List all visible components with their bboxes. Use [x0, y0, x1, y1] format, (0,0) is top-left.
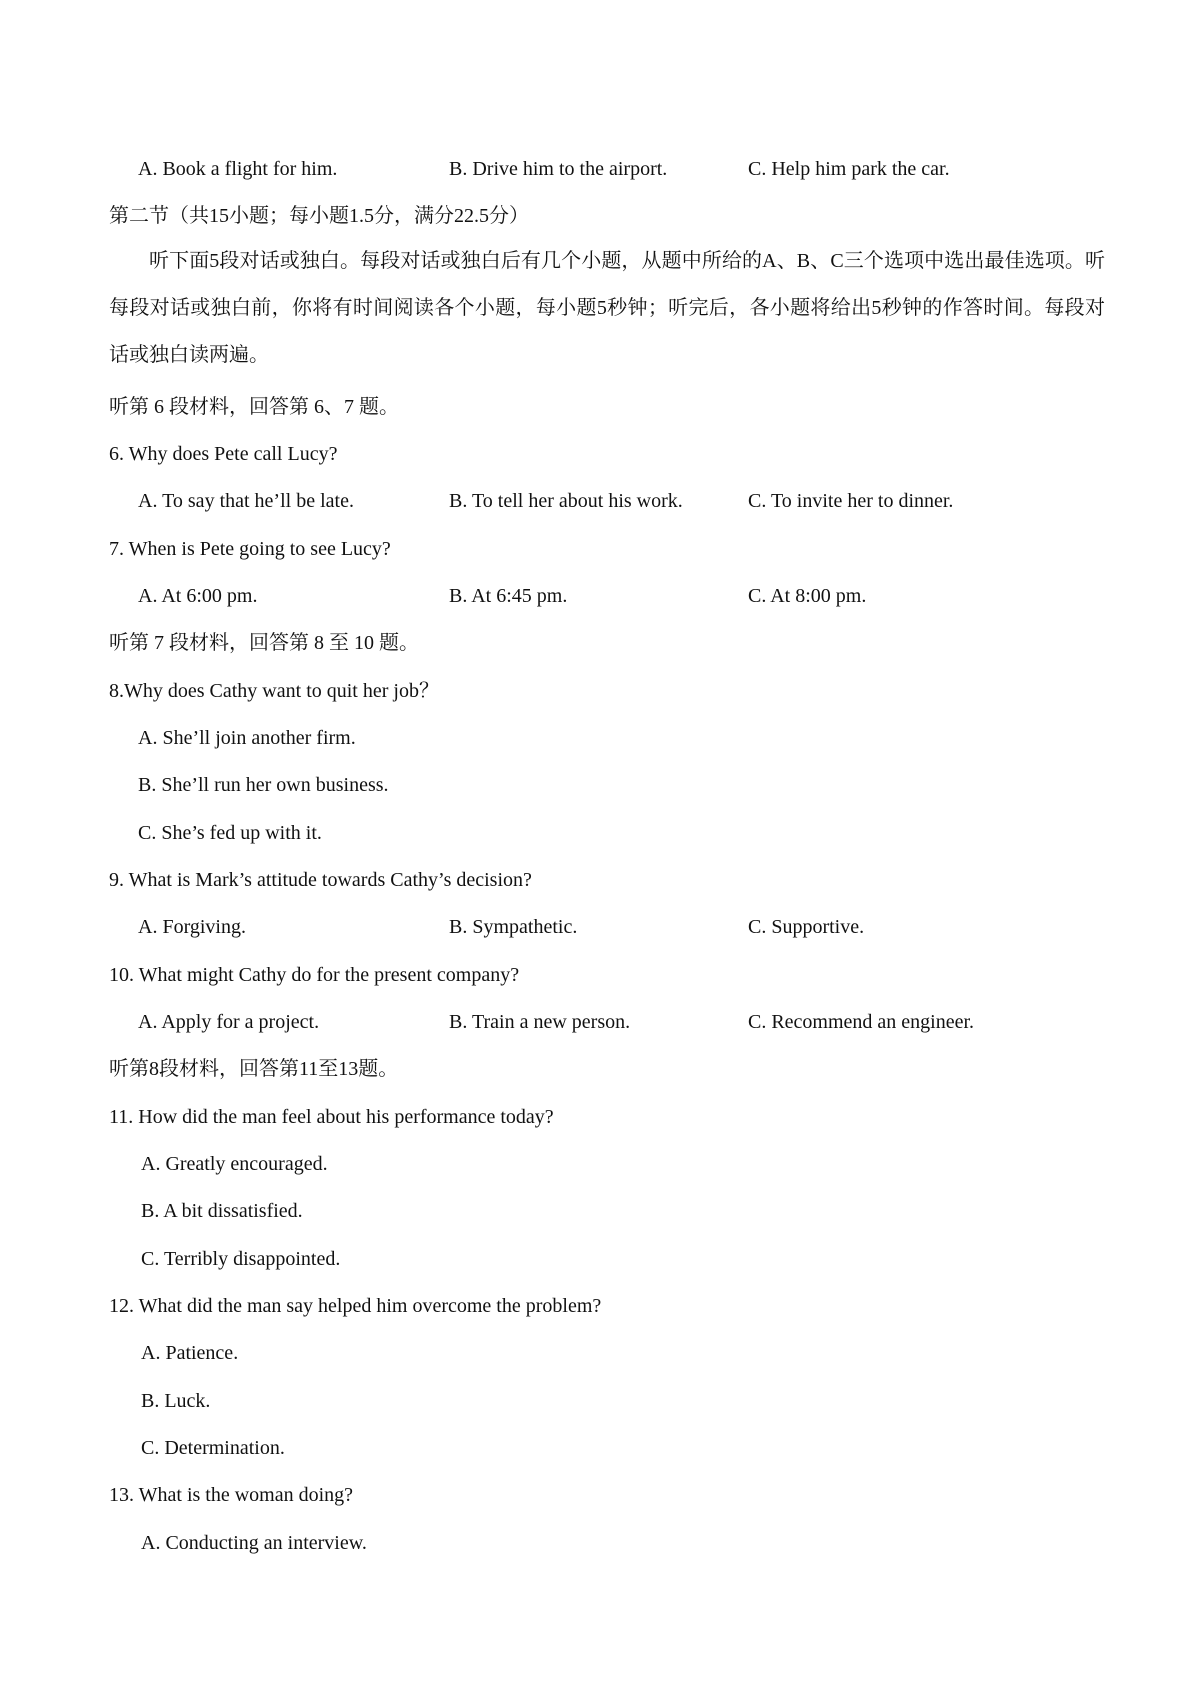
q8-option-b[interactable]: B. She’ll run her own business. [138, 774, 389, 796]
q8-option-c[interactable]: C. She’s fed up with it. [138, 822, 322, 844]
q12-option-b[interactable]: B. Luck. [141, 1390, 211, 1412]
q5-option-b[interactable]: B. Drive him to the airport. [449, 158, 668, 180]
question-8: 8.Why does Cathy want to quit her job？ [109, 680, 439, 702]
q10-option-b[interactable]: B. Train a new person. [449, 1011, 631, 1033]
question-7: 7. When is Pete going to see Lucy? [109, 538, 391, 560]
question-12: 12. What did the man say helped him overcome the problem? [109, 1295, 602, 1317]
section-title: 第二节（共15小题；每小题1.5分，满分22.5分） [109, 205, 529, 227]
q12-option-a[interactable]: A. Patience. [141, 1342, 239, 1364]
question-13: 13. What is the woman doing? [109, 1484, 354, 1506]
q6-option-b[interactable]: B. To tell her about his work. [449, 490, 683, 512]
q9-option-c[interactable]: C. Supportive. [748, 916, 865, 938]
q12-option-c[interactable]: C. Determination. [141, 1437, 285, 1459]
material-6-heading: 听第 6 段材料，回答第 6、7 题。 [109, 396, 399, 418]
q11-option-a[interactable]: A. Greatly encouraged. [141, 1153, 328, 1175]
q6-option-c[interactable]: C. To invite her to dinner. [748, 490, 954, 512]
question-6: 6. Why does Pete call Lucy? [109, 443, 338, 465]
q7-option-c[interactable]: C. At 8:00 pm. [748, 585, 867, 607]
q5-option-c[interactable]: C. Help him park the car. [748, 158, 950, 180]
q13-option-a[interactable]: A. Conducting an interview. [141, 1532, 367, 1554]
question-9: 9. What is Mark’s attitude towards Cathy’s decision? [109, 869, 532, 891]
question-10: 10. What might Cathy do for the present company? [109, 964, 520, 986]
q5-option-a[interactable]: A. Book a flight for him. [138, 158, 338, 180]
q7-option-a[interactable]: A. At 6:00 pm. [138, 585, 258, 607]
q10-option-c[interactable]: C. Recommend an engineer. [748, 1011, 975, 1033]
q9-option-a[interactable]: A. Forgiving. [138, 916, 246, 938]
q11-option-b[interactable]: B. A bit dissatisfied. [141, 1200, 303, 1222]
q11-option-c[interactable]: C. Terribly disappointed. [141, 1248, 341, 1270]
q6-option-a[interactable]: A. To say that he’ll be late. [138, 490, 354, 512]
material-8-heading: 听第8段材料，回答第11至13题。 [109, 1058, 399, 1080]
q8-option-a[interactable]: A. She’ll join another firm. [138, 727, 356, 749]
instructions-paragraph: 听下面5段对话或独白。每段对话或独白后有几个小题，从题中所给的A、B、C三个选项中选出最佳选项。听每段对话或独白前，你将有时间阅读各个小题，每小题5秒钟；听完后，各小题将给出5秒钟的作答时间。每段对话或独白读两遍。 [109, 250, 1105, 366]
question-11: 11. How did the man feel about his performance today? [109, 1106, 554, 1128]
material-7-heading: 听第 7 段材料，回答第 8 至 10 题。 [109, 632, 419, 654]
q9-option-b[interactable]: B. Sympathetic. [449, 916, 578, 938]
q7-option-b[interactable]: B. At 6:45 pm. [449, 585, 568, 607]
q10-option-a[interactable]: A. Apply for a project. [138, 1011, 320, 1033]
